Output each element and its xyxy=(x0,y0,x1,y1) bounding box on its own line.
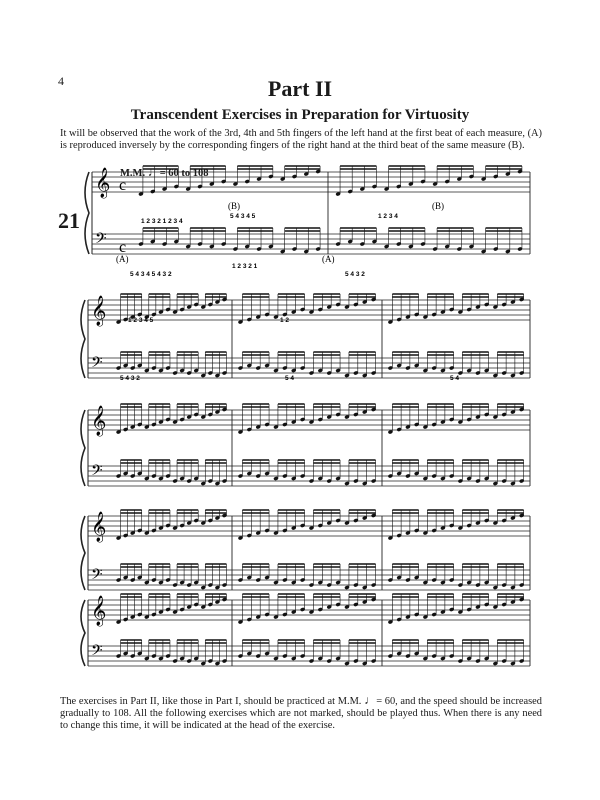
fingering-lh-m1: 5 4 3 4 5 4 3 2 xyxy=(130,271,172,278)
fingering-sys2-lh: 5 4 3 2 xyxy=(120,375,140,382)
footer-paragraph xyxy=(60,694,542,733)
tempo-prefix: M.M. xyxy=(120,168,146,179)
treble-clef-icon: 𝄞 xyxy=(91,512,107,542)
footer-text-1: The exercises in Part II, like those in Part I, should be practiced at M.M. xyxy=(60,696,362,707)
fingering-sys2-lh3: 5 4 xyxy=(450,375,460,382)
bass-clef-icon: 𝄢 xyxy=(91,462,103,483)
fingering-rh-m1b: 5 4 3 4 5 xyxy=(230,213,256,220)
fingering-lh-m2: 5 4 3 2 xyxy=(345,271,365,278)
fingering-sys2-rh2: 1 2 xyxy=(280,317,290,324)
marker-b-label-2: (B) xyxy=(432,201,444,211)
fingering-lh-m1b: 1 2 3 2 1 xyxy=(232,263,258,270)
brace-icon xyxy=(85,172,89,254)
bass-clef-icon: 𝄢 xyxy=(91,642,103,663)
exercise-number: 21 xyxy=(58,208,80,233)
treble-clef-icon: 𝄞 xyxy=(91,406,107,436)
score-systems xyxy=(81,166,530,666)
section-subtitle: Transcendent Exercises in Preparation for Virtuosity xyxy=(130,107,470,123)
marker-b-label: (B) xyxy=(228,201,240,211)
part-title: Part II xyxy=(267,76,333,101)
fingering-rh-m1: 1 2 3 2 1 2 3 4 xyxy=(141,218,183,225)
treble-clef-icon: 𝄞 xyxy=(91,596,107,626)
brace-icon xyxy=(81,300,85,378)
fingering-sys2-rh: 1 2 3 4 5 xyxy=(128,317,154,324)
brace-icon xyxy=(81,410,85,486)
bass-clef-icon: 𝄢 xyxy=(91,566,103,587)
fingering-sys2-lh2: 5 4 xyxy=(285,375,295,382)
marker-a-label-2: (A) xyxy=(322,254,335,264)
quarter-note-icon-footer: ♩ xyxy=(364,693,377,707)
tempo-range: = 60 to 108 xyxy=(159,168,209,179)
brace-icon xyxy=(81,600,85,666)
fingering-rh-m2: 1 2 3 4 xyxy=(378,213,398,220)
brace-icon xyxy=(81,516,85,590)
page-number: 4 xyxy=(58,74,64,88)
intro-paragraph: It will be observed that the work of the 3rd, 4th and 5th fingers of the left hand at the first beat of each measure, (A) is reproduced inversely by the corresponding fingers of the right hand at the third beat of the same measure (B). xyxy=(60,128,542,152)
treble-clef-icon: 𝄞 xyxy=(91,296,107,326)
footer-text-2: = 60, and the speed should be increased gradually to 108. All the following exercises which are not marked, should be played thus. When there is any need to change this time, it will be indicated at the head of the exercise. xyxy=(60,696,542,732)
quarter-note-icon: ♩ xyxy=(147,165,160,179)
time-signature-treble: c xyxy=(119,177,127,194)
treble-clef-icon: 𝄞 xyxy=(95,168,111,198)
bass-clef-icon: 𝄢 xyxy=(91,354,103,375)
time-signature-bass: c xyxy=(119,239,127,256)
marker-a-label: (A) xyxy=(116,254,129,264)
bass-clef-icon: 𝄢 xyxy=(95,230,107,251)
